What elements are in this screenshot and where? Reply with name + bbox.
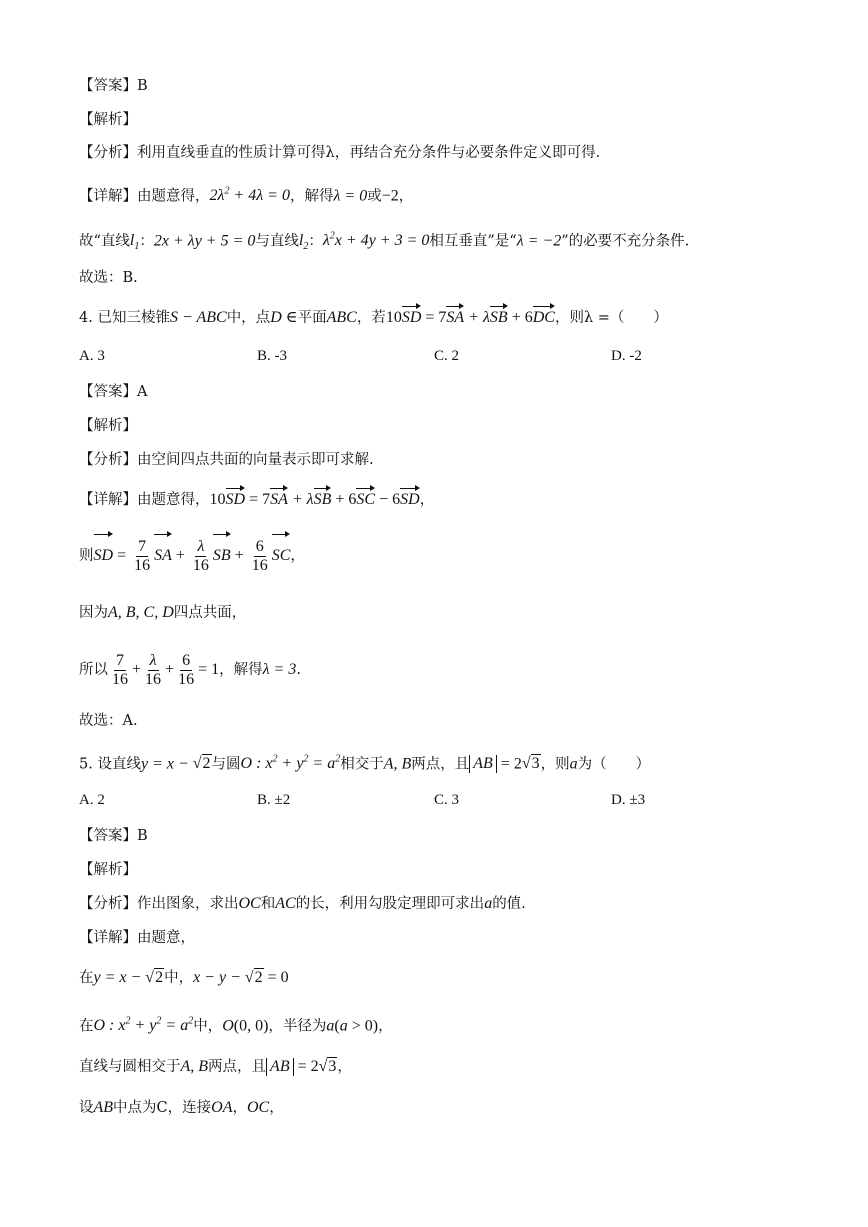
question-5-stem: 5. 设直线y = x − √2与圆O : $x^2 + y^2 = a^2$相交于A, B两点，且 AB = 2√3，则a为（ ） [79, 754, 651, 773]
intersection-text: 直线与圆相交于A, B两点，且 AB = 2√3， [79, 1058, 352, 1075]
option-b[interactable]: B. ±2 [257, 792, 291, 808]
option-a[interactable]: A. 2 [79, 792, 105, 808]
fenxi-text: 【分析】利用直线垂直的性质计算可得λ，再结合充分条件与必要条件定义即可得. [79, 145, 601, 161]
option-c[interactable]: C. 2 [434, 348, 460, 364]
analysis-label: 【解析】 [79, 862, 137, 878]
choose-text: 故选：B. [79, 270, 138, 286]
line-equation: 在y = x − √2中，x − y − √2 = 0 [79, 969, 289, 986]
circle-equation: 在O : $x^2 + y^2 = a^2$中，O(0, 0)，半径为a(a > 0)， [79, 1016, 393, 1035]
option-c[interactable]: C. 3 [434, 792, 460, 808]
answer-label: 【答案】A [79, 384, 148, 400]
vector-equation: 则SD = $\frac{7}{16}$ SA + $\frac{\lambda}{16}$ SB + $\frac{6}{16}$ SC， [79, 536, 305, 576]
fenxi-text: 【分析】作出图象，求出OC和AC的长，利用勾股定理即可求出a的值. [79, 895, 526, 912]
choose-text: 故选：A. [79, 713, 138, 729]
question-4-stem: 4. 已知三棱锥S − ABC中，点D ∈平面ABC，若10SD = 7SA + λSB + 6DC，则λ =（ ） [79, 309, 668, 326]
fenxi-text: 【分析】由空间四点共面的向量表示即可求解. [79, 452, 374, 468]
xiangjie-text: 【详解】由题意得，$2\lambda^2 + 4\lambda = 0$，解得λ = 0或−2， [79, 186, 414, 205]
option-d[interactable]: D. -2 [611, 348, 642, 364]
answer-label: 【答案】B [79, 78, 148, 94]
option-d[interactable]: D. ±3 [611, 792, 646, 808]
coplanar-text: 因为A, B, C, D四点共面， [79, 604, 247, 621]
conclusion-text: 故“直线$l_1$：2x + λy + 5 = 0与直线$l_2$：$\lambda^2x + 4y + 3 = 0$相互垂直”是“λ = −2”的必要不充分条件. [79, 231, 690, 253]
xiangjie-text: 【详解】由题意得，10SD = 7SA + λSB + 6SC − 6SD， [79, 491, 435, 508]
midpoint-text: 设AB中点为C，连接OA，OC， [79, 1099, 284, 1116]
analysis-label: 【解析】 [79, 112, 137, 128]
sum-equation: 所以 $\frac{7}{16}$ + $\frac{\lambda}{16}$ + $\frac{6}{16}$ = 1，解得λ = 3. [79, 651, 301, 688]
option-a[interactable]: A. 3 [79, 348, 105, 364]
option-b[interactable]: B. -3 [257, 348, 287, 364]
answer-label: 【答案】B [79, 828, 148, 844]
xiangjie-text: 【详解】由题意， [79, 930, 195, 946]
analysis-label: 【解析】 [79, 418, 137, 434]
